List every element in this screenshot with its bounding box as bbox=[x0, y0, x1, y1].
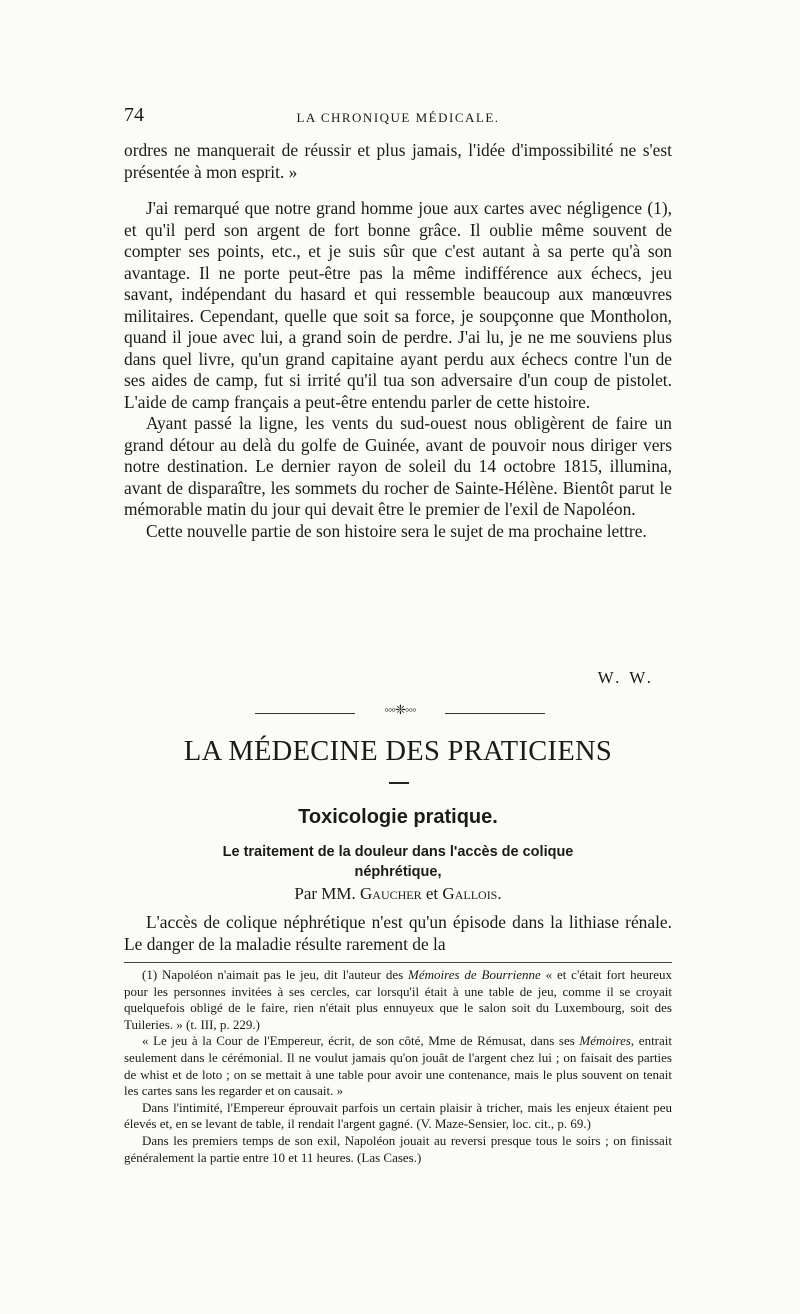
text-span: « et c'était fort heureux pour les personnes invitées à ses cercles, car lorsqu'il était à une table de jeu, comme il se croyait quelquefois obligé de le faire, rien n'était plus ennuyeux que le salon soit du Luxembourg, soit des Tuileries. » (t. III, p. 229.) bbox=[124, 967, 673, 1032]
running-head bbox=[124, 104, 672, 134]
footnote-marker: (1) bbox=[142, 967, 158, 982]
footnote-rule bbox=[124, 962, 672, 963]
subsection-title: Toxicologie pratique. bbox=[298, 806, 498, 828]
section-divider-ornament: ◦◦◦❈◦◦◦ bbox=[255, 708, 545, 718]
page-number: 74 bbox=[124, 104, 144, 126]
paragraph: L'accès de colique néphrétique n'est qu'un épisode dans la lithiase rénale. Le danger de la maladie résulte rarement de la bbox=[124, 912, 672, 954]
footnote-ref: (1) bbox=[647, 198, 668, 218]
text-span: « Le jeu à la Cour de l'Empereur, écrit, de son côté, Mme de Rémusat, dans ses bbox=[142, 1033, 575, 1049]
footnotes bbox=[124, 967, 672, 1166]
footnote bbox=[124, 1033, 672, 1099]
text-span: entrait seulement dans le cérémonial. Il ne voulut jamais qu'on jouât de l'argent chez lui ; on faisait des parties de whist et de loto ; on se mettait à une table pour avoir une contenance, mais le plus souvent on tenait les cartes sans les regarder et on causait. » bbox=[124, 1033, 673, 1099]
work-title: Mémoires, bbox=[579, 1033, 635, 1049]
author-name: Gallois. bbox=[442, 884, 502, 903]
paragraph: ordres ne manquerait de réussir et plus jamais, l'idée d'impossibilité ne s'est présentée à mon esprit. » bbox=[124, 140, 672, 182]
section-title: LA MÉDECINE DES PRATICIENS bbox=[183, 736, 613, 767]
paragraph bbox=[124, 198, 672, 413]
work-title: Mémoires de Bourrienne bbox=[408, 967, 541, 982]
byline-prefix: Par MM. bbox=[294, 884, 356, 903]
article-text bbox=[124, 912, 672, 955]
text-span: J'ai remarqué que notre grand homme joue aux cartes avec négligence bbox=[146, 198, 643, 218]
author-name: Gaucher bbox=[360, 884, 422, 903]
title-rule bbox=[389, 782, 409, 784]
article-title-line: Le traitement de la douleur dans l'accès de colique bbox=[222, 844, 574, 860]
footnote: Dans l'intimité, l'Empereur éprouvait parfois un certain plaisir à tricher, mais les enjeux étaient peu élevés et, en se levant de table, il rendait l'argent gagné. (V. Maze-Sensier, loc. cit., p. 69.) bbox=[124, 1099, 672, 1132]
letter-text bbox=[124, 140, 672, 542]
running-title: LA CHRONIQUE MÉDICALE. bbox=[296, 110, 500, 125]
signature: W. W. bbox=[597, 668, 654, 687]
footnote bbox=[124, 967, 672, 1033]
text-span: Napoléon n'aimait pas le jeu, dit l'auteur des bbox=[162, 967, 404, 982]
paragraph: Cette nouvelle partie de son histoire sera le sujet de ma prochaine lettre. bbox=[146, 520, 647, 541]
text-span: , et qu'il perd son argent de fort bonne grâce. Il oublie même souvent de compter ses points, etc., et je suis sûr que c'est autant à sa perte qu'à son avantage. Il ne porte peut-être pas la même indifférence aux échecs, jeu savant, indépendant du hasard et qui ressemble beaucoup aux manœuvres militaires. Cependant, quelle que soit sa force, je soupçonne que Montholon, quand il joue avec lui, a grand soin de perdre. J'ai lu, je ne me souviens plus dans quel livre, qu'un grand capitaine ayant perdu aux échecs contre l'un de ses aides de camp, fut si irrité qu'il tua son adversaire d'un coup de pistolet. L'aide de camp français a peut-être entendu parler de cette histoire. bbox=[124, 198, 672, 412]
article-title-line: néphrétique, bbox=[354, 864, 442, 880]
byline-conjunction: et bbox=[425, 884, 439, 903]
paragraph: Ayant passé la ligne, les vents du sud-ouest nous obligèrent de faire un grand détour au delà du golfe de Guinée, avant de pouvoir nous diriger vers notre destination. Le dernier rayon de soleil du 14 octobre 1815, illumina, avant de disparaître, les sommets du rocher de Sainte-Hélène. Bientôt parut le mémorable matin du jour qui devait être le premier de l'exil de Napoléon. bbox=[124, 413, 672, 519]
article-title bbox=[124, 842, 672, 882]
byline bbox=[124, 884, 672, 904]
footnote: Dans les premiers temps de son exil, Napoléon jouait au reversi presque tous le soirs ; on finissait généralement la partie entre 10 et 11 heures. (Las Cases.) bbox=[124, 1132, 672, 1165]
